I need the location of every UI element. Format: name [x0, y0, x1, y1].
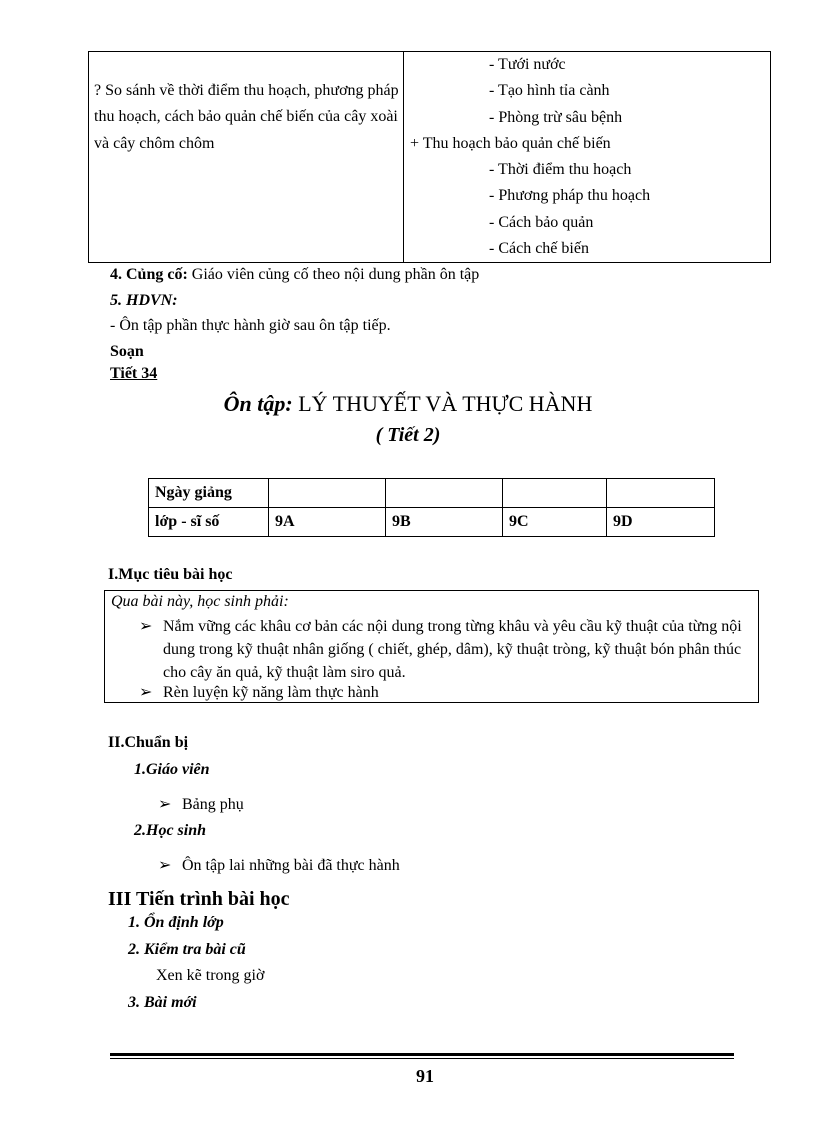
- gv-item-text: Bảng phụ: [182, 796, 244, 813]
- section3-heading: III Tiến trình bài học: [108, 888, 290, 910]
- step-1: 1. Ổn định lớp: [128, 914, 224, 931]
- cungco-text: Giáo viên củng cố theo nội dung phần ôn tập: [187, 266, 480, 283]
- step-3: 3. Bài mới: [128, 994, 197, 1011]
- hs-heading: 2.Học sinh: [134, 822, 207, 839]
- answer-line: - Phòng trừ sâu bệnh: [489, 108, 623, 126]
- arrow-bullet-icon: ➢: [158, 857, 172, 874]
- question-cell: [89, 52, 404, 263]
- section2-heading: II.Chuẩn bị: [108, 734, 189, 751]
- title-italic: Ôn tập:: [223, 391, 293, 416]
- class-name: 9A: [269, 508, 386, 537]
- class-name: 9B: [386, 508, 503, 537]
- page-title: [0, 391, 816, 417]
- arrow-bullet-icon: ➢: [158, 796, 172, 813]
- hdvn-label: 5. HDVN:: [110, 292, 178, 309]
- objective-item: [139, 682, 379, 702]
- class-table-cell: [503, 479, 607, 508]
- class-table: [148, 478, 715, 537]
- class-table-label: lớp - sĩ số: [149, 508, 269, 537]
- answer-cell: [404, 52, 771, 263]
- page-subtitle: ( Tiết 2): [375, 424, 441, 446]
- page-number: 91: [416, 1066, 434, 1086]
- answer-line: - Cách chế biến: [489, 240, 589, 258]
- class-table-label: Ngày giảng: [149, 479, 269, 508]
- gv-heading: 1.Giáo viên: [134, 761, 210, 778]
- footer-rule-thin: [110, 1058, 734, 1059]
- answer-line: + Thu hoạch bảo quản chế biến: [410, 134, 611, 152]
- objective-item: [139, 615, 749, 684]
- class-table-cell: [269, 479, 386, 508]
- soan-label: Soạn: [110, 343, 144, 360]
- review-table: [88, 51, 771, 263]
- tiet-label: Tiết 34: [110, 365, 158, 382]
- cungco-label: 4. Củng cố:: [110, 266, 188, 283]
- objectives-box: [104, 590, 759, 703]
- hdvn-text: - Ôn tập phần thực hành giờ sau ôn tập tiếp.: [110, 317, 391, 334]
- class-table-cell: [386, 479, 503, 508]
- class-table-cell: [607, 479, 715, 508]
- hs-item: [158, 855, 400, 875]
- step-2-text: Xen kẽ trong giờ: [156, 967, 265, 984]
- cungco-line: [110, 266, 479, 284]
- section1-heading: I.Mục tiêu bài học: [108, 566, 233, 583]
- question-text: ? So sánh về thời điểm thu hoạch, phương pháp thu hoạch, cách bảo quản chế biến của cây xoài và cây chôm chôm: [94, 82, 399, 152]
- objective-text: Nắm vững các khâu cơ bản các nội dung trong từng khâu và yêu cầu kỹ thuật của từng nội dung trong kỹ thuật nhân giống ( chiết, ghép, dâm), kỹ thuật tròng, kỹ thuật bón phân thúc cho cây ăn quả, kỹ thuật làm siro quả.: [163, 618, 742, 681]
- answer-line: - Cách bảo quản: [489, 213, 594, 231]
- answer-line: - Tưới nước: [489, 56, 566, 73]
- hs-item-text: Ôn tập lai những bài đã thực hành: [182, 857, 400, 874]
- gv-item: [158, 794, 244, 814]
- step-2: 2. Kiểm tra bài cũ: [128, 941, 246, 958]
- answer-line: - Thời điểm thu hoạch: [489, 161, 632, 179]
- arrow-bullet-icon: ➢: [139, 618, 153, 635]
- arrow-bullet-icon: ➢: [139, 684, 153, 701]
- class-name: 9C: [503, 508, 607, 537]
- class-name: 9D: [607, 508, 715, 537]
- answer-line: - Tạo hình tỉa cành: [489, 82, 610, 100]
- footer-rule: [110, 1053, 734, 1056]
- title-main: LÝ THUYẾT VÀ THỰC HÀNH: [292, 391, 593, 416]
- answer-line: - Phương pháp thu hoạch: [489, 187, 651, 205]
- objectives-intro: Qua bài này, học sinh phải:: [111, 593, 289, 610]
- objective-text: Rèn luyện kỹ năng làm thực hành: [163, 684, 379, 701]
